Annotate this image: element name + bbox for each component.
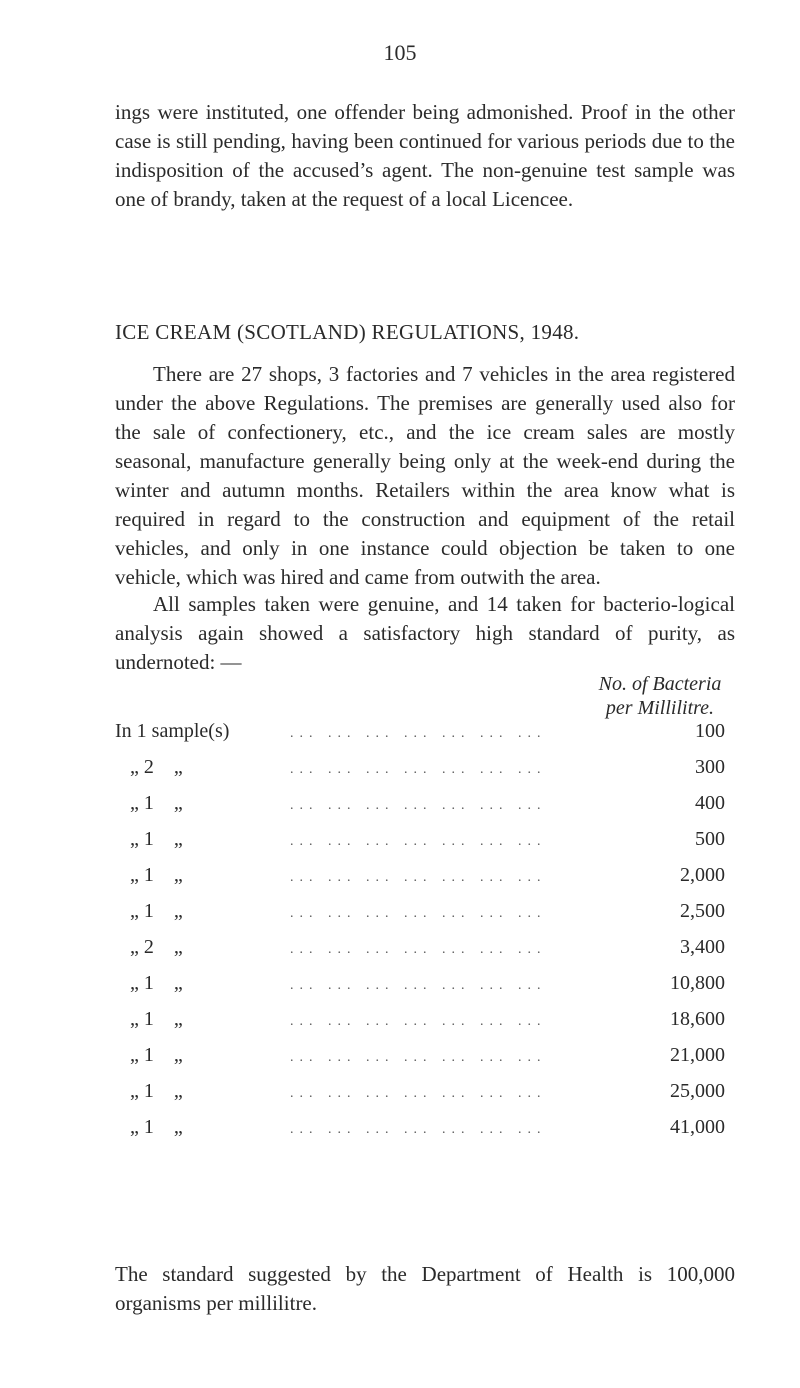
row-value: 500	[695, 828, 725, 850]
table-row	[115, 936, 725, 972]
table-row	[115, 1008, 725, 1044]
row-value: 25,000	[670, 1080, 725, 1102]
leader-dots: ... ... ... ... ... ... ...	[290, 1122, 547, 1137]
table-row	[115, 1116, 725, 1152]
row-label: „ 1 „	[115, 1116, 183, 1138]
table-row	[115, 1080, 725, 1116]
leader-dots: ... ... ... ... ... ... ...	[290, 1014, 547, 1029]
row-value: 3,400	[680, 936, 725, 958]
row-label: „ 1 „	[115, 792, 183, 814]
leader-dots: ... ... ... ... ... ... ...	[290, 762, 547, 777]
table-column-header	[580, 672, 740, 720]
row-label: „ 1 „	[115, 1008, 183, 1030]
table-row	[115, 756, 725, 792]
table-row	[115, 900, 725, 936]
row-value: 100	[695, 720, 725, 742]
bacteria-table	[115, 720, 725, 1152]
leader-dots: ... ... ... ... ... ... ...	[290, 978, 547, 993]
row-value: 18,600	[670, 1008, 725, 1030]
leader-dots: ... ... ... ... ... ... ...	[290, 834, 547, 849]
row-label: „ 1 „	[115, 1080, 183, 1102]
row-label: „ 1 „	[115, 1044, 183, 1066]
row-label: „ 1 „	[115, 828, 183, 850]
table-row	[115, 720, 725, 756]
leader-dots: ... ... ... ... ... ... ...	[290, 1086, 547, 1101]
column-header-line2: per Millilitre.	[605, 697, 715, 719]
row-value: 21,000	[670, 1044, 725, 1066]
column-header-line1: No. of Bacteria	[598, 673, 722, 695]
leader-dots: ... ... ... ... ... ... ...	[290, 726, 547, 741]
section-heading: ICE CREAM (SCOTLAND) REGULATIONS, 1948.	[115, 320, 580, 344]
table-row	[115, 864, 725, 900]
row-value: 2,000	[680, 864, 725, 886]
row-value: 2,500	[680, 900, 725, 922]
row-label: „ 2 „	[115, 936, 183, 958]
paragraph-samples: All samples taken were genuine, and 14 taken for bacterio-logical analysis again showed a satisfactory high standard of purity, as undernoted: —	[115, 592, 735, 674]
row-value: 400	[695, 792, 725, 814]
row-label: „ 1 „	[115, 900, 183, 922]
leader-dots: ... ... ... ... ... ... ...	[290, 906, 547, 921]
row-label: „ 1 „	[115, 864, 183, 886]
leader-dots: ... ... ... ... ... ... ...	[290, 1050, 547, 1065]
paragraph-premises: There are 27 shops, 3 factories and 7 vehicles in the area registered under the above Regulations. The premises are generally used also for the sale of confectionery, etc., and the ice cream sales are mostly seasonal, manufacture generally being only at the week-end during the winter and autumn months. Retailers within the area know what is required in regard to the construction and equipment of the retail vehicles, and only in one instance could objection be taken to one vehicle, which was hired and came from outwith the area.	[115, 362, 735, 589]
paragraph-intro: ings were instituted, one offender being admonished. Proof in the other case is still pending, having been continued for various periods due to the indisposition of the accused’s agent. The non-genuine test sample was one of brandy, taken at the request of a local Licencee.	[115, 100, 735, 211]
row-label: In 1 sample(s)	[115, 720, 230, 742]
row-label: „ 2 „	[115, 756, 183, 778]
table-row	[115, 972, 725, 1008]
leader-dots: ... ... ... ... ... ... ...	[290, 942, 547, 957]
row-value: 41,000	[670, 1116, 725, 1138]
paragraph-standard: The standard suggested by the Department of Health is 100,000 organisms per millilitre.	[115, 1262, 735, 1315]
row-label: „ 1 „	[115, 972, 183, 994]
row-value: 300	[695, 756, 725, 778]
table-row	[115, 1044, 725, 1080]
leader-dots: ... ... ... ... ... ... ...	[290, 798, 547, 813]
leader-dots: ... ... ... ... ... ... ...	[290, 870, 547, 885]
page-number: 105	[383, 40, 417, 65]
table-row	[115, 792, 725, 828]
table-row	[115, 828, 725, 864]
row-value: 10,800	[670, 972, 725, 994]
